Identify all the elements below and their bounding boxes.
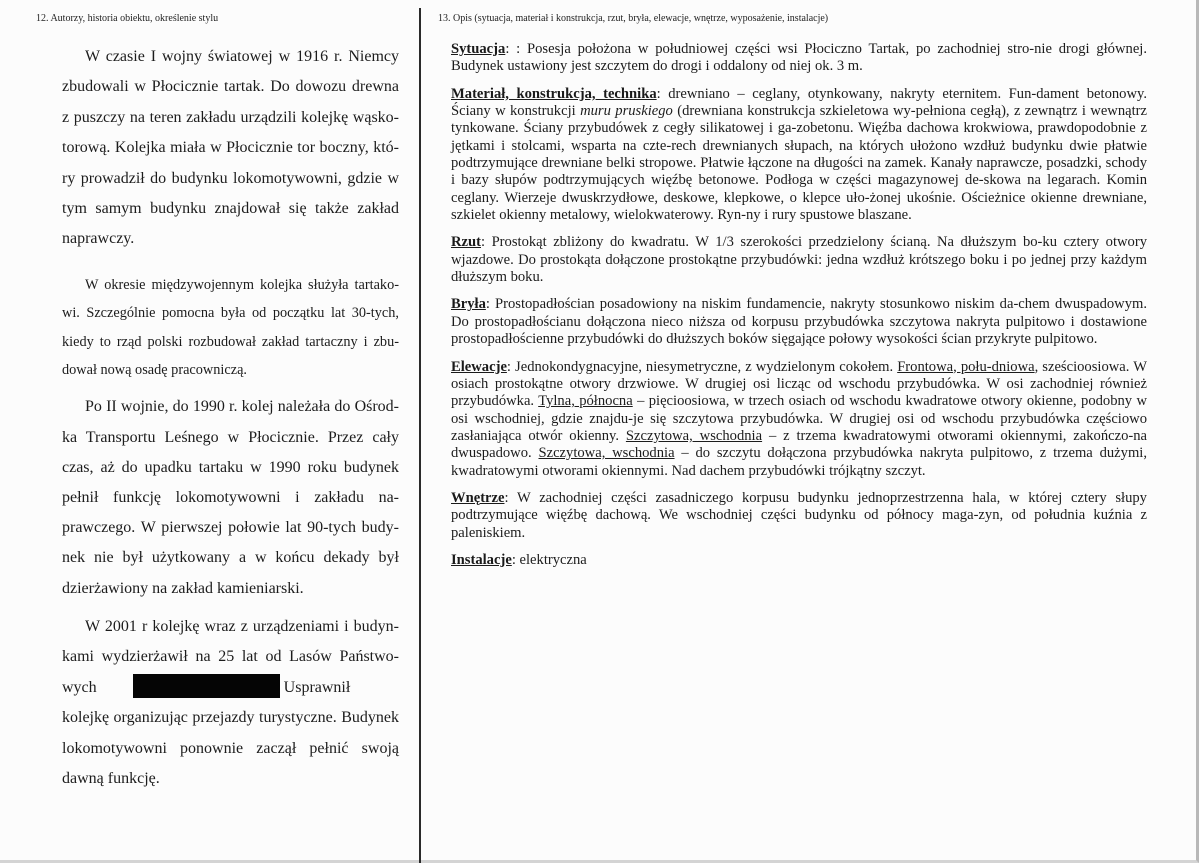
history-paragraph-3: Po II wojnie, do 1990 r. kolej należała do Ośrod-ka Transportu Leśnego w Płocicznie. Przez cały czas, aż do upadku tartaku w 1990 roku budynek pełnił funkcję lokomotywowni i zakładu na-prawczego. W pierwszej połowie lat 90-tych budy-nek nie był użytkowany a w końcu dekady był dzierżawiony na zakład kamieniarski. [62,398,399,597]
section-bryla [451,296,1147,348]
material-text-end: (drewniana konstrukcja szkieletowa wy-pełniona cegłą), z zewnątrz i wewnątrz tynkowane. Ściany przybudówek z cegły silikatowej i ga-zobetonu. Więźba dachowa krokwiowa, prawdopodobnie z jętkami i stolcami, wsparta na czte-rech drewnianych słupach, na których ułożono wzdłuż budynku dwie płatwie podtrzymujące drewniane belki stropowe. Płatwie łączone na długości na zamek. Kanały naprawcze, posadzki, schody i bazy słupów podtrzymujących więźbę betonowe. Podłoga w części magazynowej de-skowa na legarach. Komin ceglany. Wierzeje dwuskrzydłowe, deskowe, klepkowe, o klepce uło-żonej ukośnie. Ościeżnice okienne drewniane, szkielet okienny metalowy, wielokwaterowy. Ryn-ny i rury spustowe blaszane. [451,103,1147,224]
elewacje-text-2: , sześcioosiowa. W osiach prostokątne otwory drzwiowe. W drugiej osi licząc od wschodu przybudówka. W osi zachodniej również przybudówka. [451,358,1147,410]
elewacje-text-4: – z trzema kwadratowymi otworami okiennymi, zakończo-na dwuspadowo. [451,427,1148,462]
section-rzut [451,234,1147,286]
description-column [451,41,1147,579]
material-label: Materiał, konstrukcja, technika [451,85,657,102]
wnetrze-text: W zachodniej części zasadniczego korpusu budynku jednoprzestrzenna hala, w której cztery słupy podtrzymujące więźbę dachową. We wschodniej części budynku od północy maga-zyn, od południa kuźnia z paleniskiem. [451,489,1147,541]
rzut-separator: : [481,234,492,251]
elewacje-front-south: Frontowa, połu-dniowa [897,358,1035,375]
section-material [451,86,1147,225]
right-column-heading: 13. Opis (sytuacja, materiał i konstrukcja, rzut, bryła, elewacje, wnętrze, wyposażenie, instalacje) [438,13,829,24]
bryla-label: Bryła [451,296,486,313]
bryla-separator: : [485,296,495,313]
sytuacja-text: Posesja położona w południowej części wsi Płociczno Tartak, po zachodniej stro-nie drogi głównej. Budynek ustawiony jest szczytem do drogi i oddalony od niej ok. 3 m. [451,41,1147,75]
rzut-label: Rzut [451,234,481,251]
redaction-block [133,674,280,698]
sytuacja-label: Sytuacja [451,41,506,57]
elewacje-text-3: – pięcioosiowa, w trzech osiach od wschodu kwadratowe otwory okienne, podobny w osi wschodniej, gdzie znajdu-je się szczytowa przybudówka. W drugiej osi od wschodu przybudówka częściowo zasłaniająca otwór okienny. [451,393,1147,444]
wnetrze-separator: : [504,489,517,506]
elewacje-gable-east-1: Szczytowa, wschodnia [625,427,763,444]
elewacje-label: Elewacje [451,358,507,375]
section-instalacje [451,552,1147,569]
instalacje-separator: : [511,551,520,568]
wnetrze-label: Wnętrze [451,489,505,506]
elewacje-gable-east-2: Szczytowa, wschodnia [538,445,675,462]
elewacje-separator: : [506,358,516,375]
history-paragraph-1: W czasie I wojny światowej w 1916 r. Niemcy zbudowali w Płocicznie tartak. Do dowozu drewna z puszczy na teren zakładu urządzili kolejkę wąsko-torową. Kolejka miała w Płocicznie tor boczny, któ-ry prowadził do budynku lokomotywowni, gdzie w tym samym budynku znajdował się także zakład naprawczy. [62,48,399,248]
bryla-text: Prostopadłościan posadowiony na niskim fundamencie, nakryty stosunkowo niskim da-chem dwuspadowym. Do prostopadłościanu dołączona nieco niższa od korpusu przybudówka szczytowa nakryta pulpitowo i dostawione prostopadłościenne przybudówki do dłuższych boków sięgające połowy wysokości ścian przykryte pulpitowo. [451,296,1147,348]
material-separator: : [656,85,669,102]
section-wnetrze [451,490,1147,542]
history-column [62,42,399,795]
instalacje-text: elektryczna [519,551,587,568]
rzut-text: Prostokąt zbliżony do kwadratu. W 1/3 szerokości przedzielony ścianą. Na dłuższym bo-ku cztery otwory wjazdowe. Do prostokąta dołączone prostokątne przybudówki: jedna wzdłuż krótszego boku i po jednej przy każdym dłuższym boku. [451,234,1147,286]
elewacje-rear-north: Tylna, północna [538,393,633,410]
column-divider [419,8,421,863]
elewacje-text-5: – do szczytu dołączona przybudówka nakryta pulpitowo, z trzema dużymi, kwadratowymi otworami okiennymi. Nad dachem przybudówki trójkątny szczyt. [451,445,1147,479]
section-sytuacja [451,41,1147,76]
elewacje-text-1: Jednokondygnacyjne, niesymetryczne, z wydzielonym cokołem. [515,358,894,375]
section-elewacje [451,359,1147,480]
material-text-start: drewniano – ceglany, otynkowany, nakryty eternitem. Fun-dament betonowy. Ściany w konstrukcji [451,85,1147,120]
material-italic-term: muru pruskiego [580,103,673,120]
instalacje-label: Instalacje [451,551,512,568]
history-paragraph-4 [62,612,399,795]
left-column-heading: 12. Autorzy, historia obiektu, określenie stylu [36,13,219,24]
history-paragraph-4-start: W 2001 r kolejkę wraz z urządzeniami i budyn-kami wydzierżawił na 25 lat od Lasów Państwo-wych [62,617,399,696]
sytuacja-separator: : : [505,41,528,57]
history-paragraph-4-end: Usprawnił kolejkę organizując przejazdy turystyczne. Budynek lokomotywowni ponownie zaczął pełnić swoją dawną funkcję. [62,678,399,788]
history-paragraph-2: W okresie międzywojennym kolejka służyła tartako-wi. Szczególnie pomocna była od początku lat 30-tych, kiedy to rząd polski rozbudował zakład tartaczny i zbu-dował nową osadę pracowniczą. [62,276,399,379]
